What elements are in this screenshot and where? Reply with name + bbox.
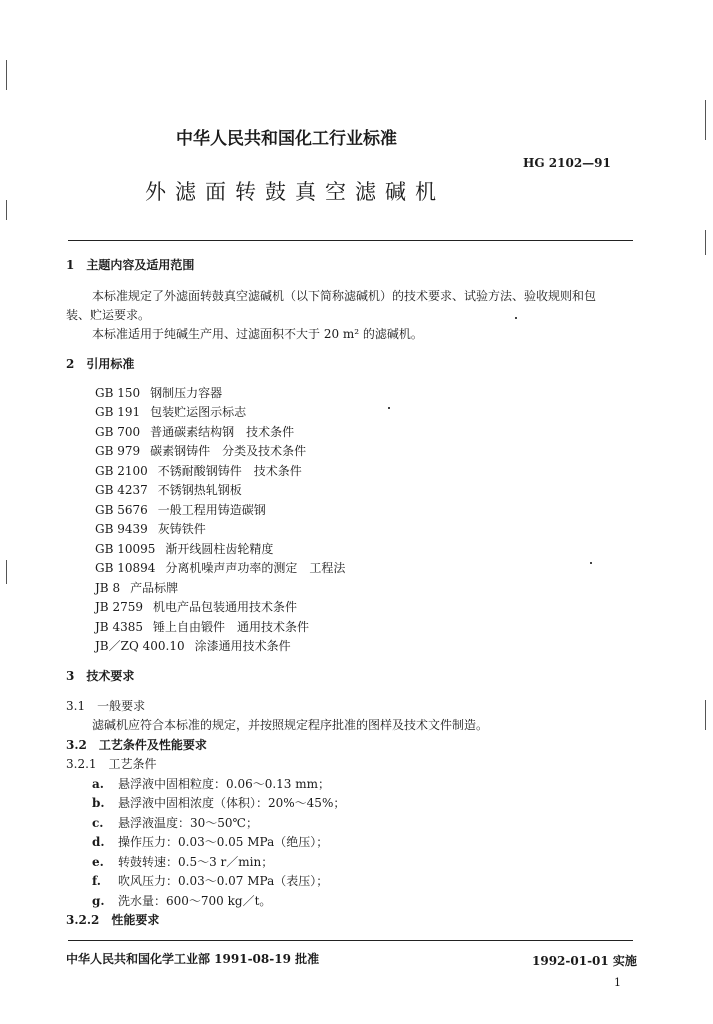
reference-name: 不锈钢热轧钢板 <box>157 483 242 497</box>
footer-rule <box>68 940 633 941</box>
reference-name: 分离机噪声声功率的测定 工程法 <box>165 561 346 575</box>
reference-code: JB 4385 <box>95 620 143 634</box>
condition-text: 吹风压力：0.03～0.07 MPa（表压）； <box>118 874 329 888</box>
reference-code: GB 5676 <box>95 503 148 517</box>
section-3-1-heading: 3.1 一般要求 <box>66 699 146 713</box>
reference-name: 机电产品包装通用技术条件 <box>152 600 297 614</box>
condition-text: 洗水量：600～700 kg／t。 <box>118 894 272 908</box>
right-scan-edge-mark <box>705 700 706 730</box>
section-2-heading: 2 引用标准 <box>66 357 135 371</box>
scan-speck <box>590 562 592 564</box>
reference-code: JB 8 <box>95 581 121 595</box>
reference-name: 锤上自由锻件 通用技术条件 <box>152 620 309 634</box>
condition-item <box>92 775 330 792</box>
reference-name: 涂漆通用技术条件 <box>194 639 291 653</box>
left-scan-edge-mark <box>6 60 7 90</box>
reference-name: 碳素钢铸件 分类及技术条件 <box>150 444 307 458</box>
reference-code: GB 10894 <box>95 561 156 575</box>
reference-item <box>95 423 294 440</box>
standard-number: HG 2102—91 <box>523 156 611 170</box>
condition-label: d. <box>92 835 105 849</box>
reference-name: 产品标牌 <box>130 581 179 595</box>
reference-code: GB 4237 <box>95 483 148 497</box>
section-1-para-2: 本标准适用于纯碱生产用、过滤面积不大于 20 m² 的滤碱机。 <box>92 327 423 341</box>
scan-speck <box>388 407 390 409</box>
reference-item <box>95 501 266 518</box>
right-scan-edge-mark <box>705 230 706 255</box>
reference-code: JB／ZQ 400.10 <box>95 639 185 653</box>
reference-code: JB 2759 <box>95 600 143 614</box>
left-scan-edge-mark <box>6 200 7 220</box>
condition-label: e. <box>92 855 104 869</box>
reference-item <box>95 637 291 654</box>
condition-label: c. <box>92 816 104 830</box>
right-scan-edge-mark <box>705 100 706 140</box>
condition-item <box>92 872 328 889</box>
section-1-heading: 1 主题内容及适用范围 <box>66 258 195 272</box>
reference-item <box>95 618 309 635</box>
condition-text: 操作压力：0.03～0.05 MPa（绝压）； <box>118 835 329 849</box>
section-3-heading: 3 技术要求 <box>66 669 135 683</box>
reference-item <box>95 559 345 576</box>
condition-item <box>92 833 328 850</box>
condition-text: 悬浮液中固相粒度：0.06～0.13 mm； <box>118 777 331 791</box>
reference-item <box>95 579 178 596</box>
reference-item <box>95 540 273 557</box>
reference-code: GB 150 <box>95 386 141 400</box>
reference-name: 不锈耐酸钢铸件 技术条件 <box>157 464 302 478</box>
reference-item <box>95 403 246 420</box>
reference-item <box>95 481 242 498</box>
reference-code: GB 979 <box>95 444 141 458</box>
condition-label: a. <box>92 777 104 791</box>
condition-item <box>92 814 258 831</box>
left-scan-edge-mark <box>6 560 7 584</box>
section-3-2-2-heading: 3.2.2 性能要求 <box>66 913 160 927</box>
condition-text: 转鼓转速：0.5～3 r／min； <box>118 855 274 869</box>
condition-label: b. <box>92 796 105 810</box>
page-number: 1 <box>614 976 621 989</box>
section-1-para-1-line-2: 装、贮运要求。 <box>66 308 151 322</box>
reference-item <box>95 598 297 615</box>
section-1-para-1-line-1: 本标准规定了外滤面转鼓真空滤碱机（以下简称滤碱机）的技术要求、试验方法、验收规则和包 <box>92 289 597 303</box>
effective-date: 1992-01-01 实施 <box>532 954 637 968</box>
reference-name: 一般工程用铸造碳钢 <box>157 503 266 517</box>
header-rule <box>68 240 633 241</box>
condition-item <box>92 853 273 870</box>
condition-label: g. <box>92 894 105 908</box>
reference-code: GB 700 <box>95 425 141 439</box>
reference-item <box>95 462 302 479</box>
reference-name: 包装贮运图示标志 <box>150 405 247 419</box>
reference-code: GB 191 <box>95 405 141 419</box>
section-3-2-heading: 3.2 工艺条件及性能要求 <box>66 738 207 752</box>
reference-name: 渐开线圆柱齿轮精度 <box>165 542 274 556</box>
scan-speck <box>515 317 517 319</box>
reference-code: GB 2100 <box>95 464 148 478</box>
reference-name: 灰铸铁件 <box>157 522 206 536</box>
section-3-2-1-heading: 3.2.1 工艺条件 <box>66 757 157 771</box>
condition-label: f. <box>92 874 101 888</box>
condition-item <box>92 794 345 811</box>
section-3-1-text: 滤碱机应符合本标准的规定，并按照规定程序批准的图样及技术文件制造。 <box>92 718 489 732</box>
reference-name: 钢制压力容器 <box>150 386 223 400</box>
condition-text: 悬浮液中固相浓度（体积）：20%～45%； <box>118 796 346 810</box>
condition-item <box>92 892 271 909</box>
approval-line: 中华人民共和国化学工业部 1991-08-19 批准 <box>66 952 320 966</box>
reference-item <box>95 520 206 537</box>
reference-item <box>95 384 222 401</box>
reference-item <box>95 442 306 459</box>
reference-code: GB 10095 <box>95 542 156 556</box>
reference-code: GB 9439 <box>95 522 148 536</box>
reference-name: 普通碳素结构钢 技术条件 <box>150 425 295 439</box>
org-title: 中华人民共和国化工行业标准 <box>176 129 397 149</box>
document-title: 外滤面转鼓真空滤碱机 <box>145 180 445 204</box>
condition-text: 悬浮液温度：30～50℃； <box>118 816 258 830</box>
